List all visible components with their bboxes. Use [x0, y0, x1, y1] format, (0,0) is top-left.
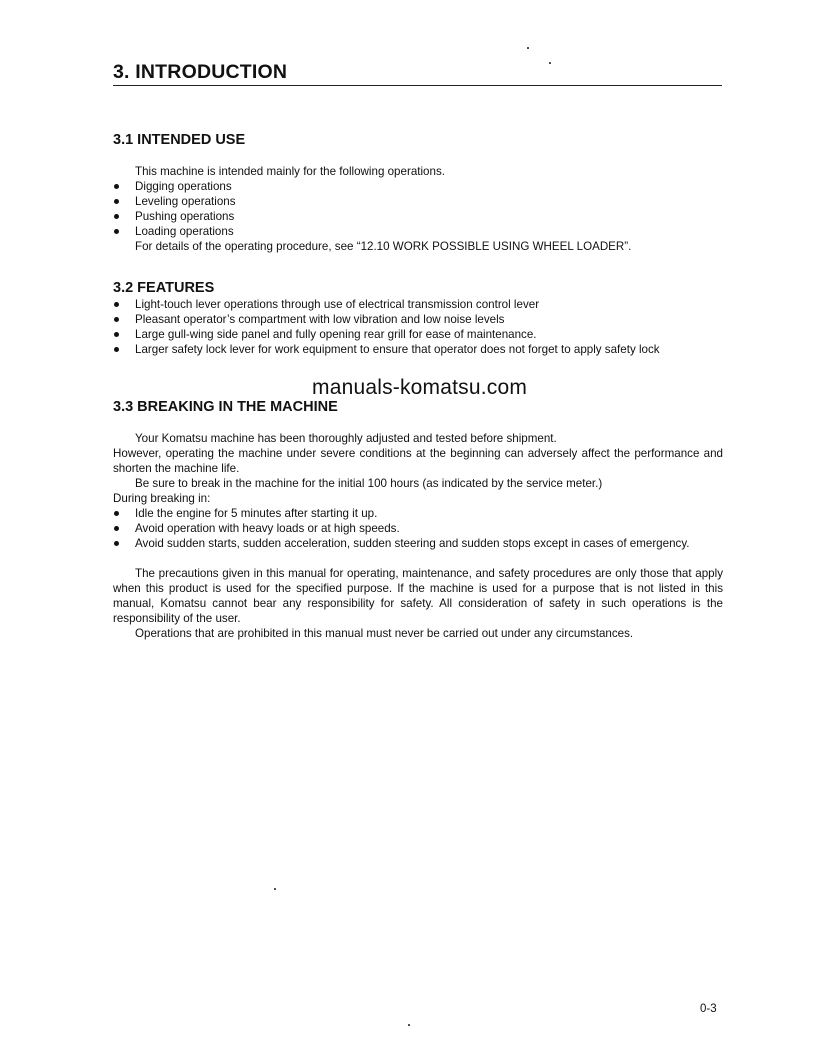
scan-speck: [527, 47, 529, 49]
list-item: Pleasant operator’s compartment with low vibration and low noise levels: [113, 312, 723, 327]
watermark: manuals-komatsu.com: [312, 376, 528, 399]
features-body: [113, 297, 723, 357]
section-heading-breaking-in: 3.3 BREAKING IN THE MACHINE: [113, 399, 338, 415]
intended-use-note: For details of the operating procedure, see “12.10 WORK POSSIBLE USING WHEEL LOADER”.: [135, 240, 632, 253]
list-item: Pushing operations: [113, 209, 723, 224]
intended-use-body: [113, 164, 723, 254]
section-heading-intended-use: 3.1 INTENDED USE: [113, 132, 246, 148]
paragraph: The precautions given in this manual for operating, maintenance, and safety procedures are only those that apply when this product is used for the specified purpose. If the machine is used for a purpose that is not listed in this manual, Komatsu cannot bear any responsibility for safety. All consideration of safety in such operations is the responsibility of the user.: [113, 567, 723, 625]
chapter-title: 3. INTRODUCTION: [113, 60, 722, 86]
section-heading-features: 3.2 FEATURES: [113, 280, 215, 296]
scan-speck: [549, 62, 551, 64]
list-item: Digging operations: [113, 179, 723, 194]
paragraph: Operations that are prohibited in this manual must never be carried out under any circumstances.: [135, 627, 634, 640]
list-item: Larger safety lock lever for work equipment to ensure that operator does not forget to apply safety lock: [113, 342, 723, 357]
paragraph: Your Komatsu machine has been thoroughly adjusted and tested before shipment.: [135, 432, 557, 445]
paragraph: Be sure to break in the machine for the initial 100 hours (as indicated by the service meter.): [135, 477, 603, 490]
scan-speck: [408, 1024, 410, 1026]
list-item: Avoid sudden starts, sudden acceleration, sudden steering and sudden stops except in cases of emergency.: [113, 536, 723, 551]
list-item: Avoid operation with heavy loads or at high speeds.: [113, 521, 723, 536]
list-item: Loading operations: [113, 224, 723, 239]
scan-speck: [274, 888, 276, 890]
breaking-in-body: [113, 431, 723, 641]
intended-use-intro: This machine is intended mainly for the following operations.: [135, 165, 445, 178]
list-item: Large gull-wing side panel and fully opening rear grill for ease of maintenance.: [113, 327, 723, 342]
list-item: Light-touch lever operations through use of electrical transmission control lever: [113, 297, 723, 312]
list-item: Leveling operations: [113, 194, 723, 209]
paragraph: During breaking in:: [113, 492, 211, 505]
paragraph: However, operating the machine under severe conditions at the beginning can adversely affect the performance and shorten the machine life.: [113, 447, 723, 475]
list-item: Idle the engine for 5 minutes after starting it up.: [113, 506, 723, 521]
page-number: 0-3: [700, 1003, 717, 1015]
